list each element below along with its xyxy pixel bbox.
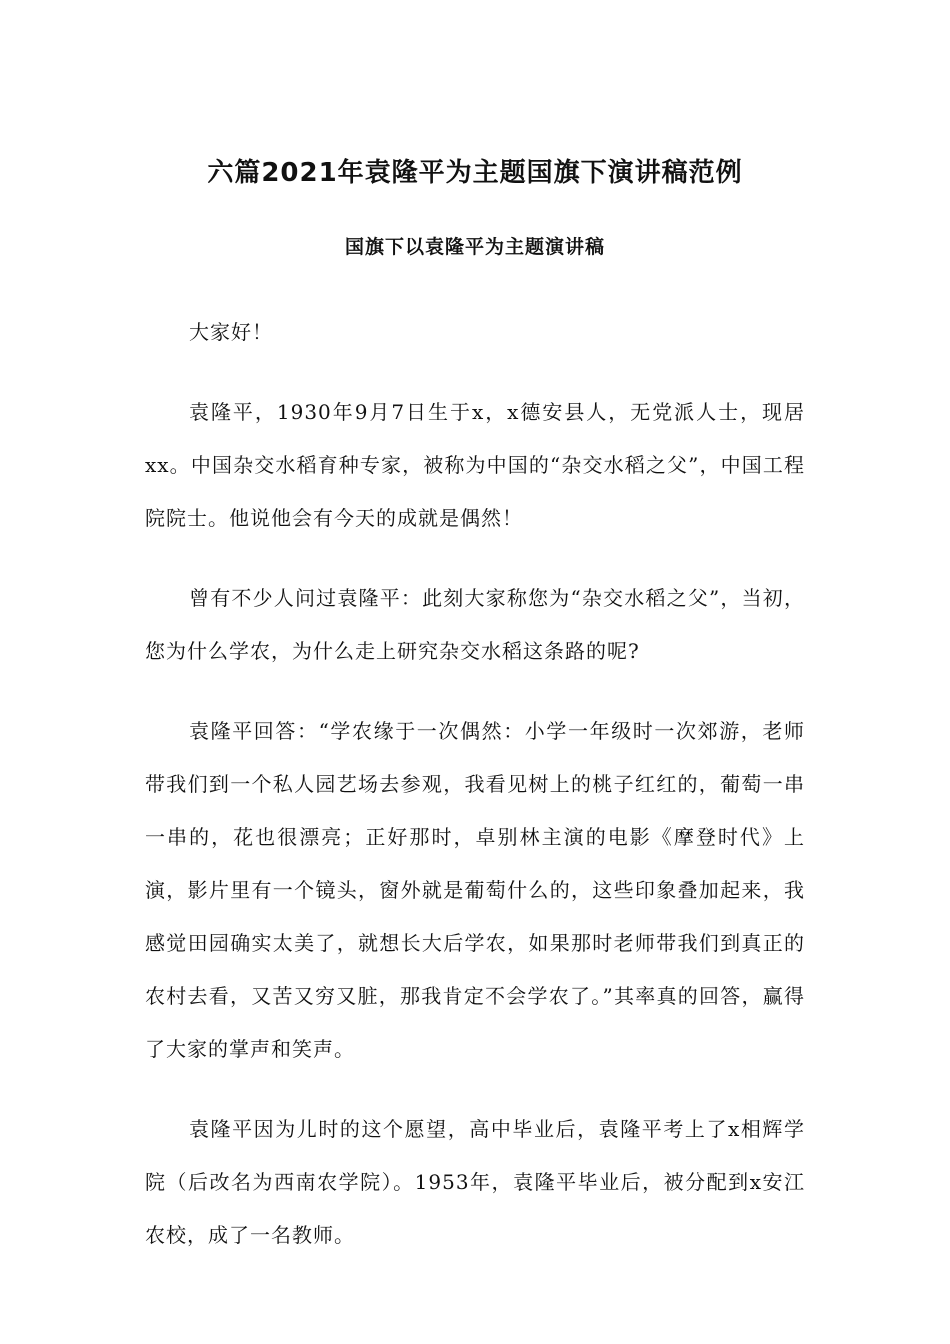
paragraph-introduction: 袁隆平，1930年9月7日生于x，x德安县人，无党派人士，现居xx。中国杂交水稻育种专家，被称为中国的“杂交水稻之父”，中国工程院院士。他说他会有今天的成就是偶然！ xyxy=(145,400,805,530)
paragraph-question: 曾有不少人问过袁隆平：此刻大家称您为“杂交水稻之父”，当初，您为什么学农，为什么走上研究杂交水稻这条路的呢? xyxy=(145,586,805,663)
paragraph-greeting: 大家好！ xyxy=(189,320,273,344)
paragraph-education: 袁隆平因为儿时的这个愿望，高中毕业后，袁隆平考上了x相辉学院（后改名为西南农学院）。1953年，袁隆平毕业后，被分配到x安江农校，成了一名教师。 xyxy=(145,1117,805,1247)
document-subtitle: 国旗下以袁隆平为主题演讲稿 xyxy=(344,236,605,258)
paragraph-answer: 袁隆平回答：“学农缘于一次偶然：小学一年级时一次郊游，老师带我们到一个私人园艺场去参观，我看见树上的桃子红红的，葡萄一串一串的，花也很漂亮；正好那时，卓别林主演的电影《摩登时代》上演，影片里有一个镜头，窗外就是葡萄什么的，这些印象叠加起来，我感觉田园确实太美了，就想长大后学农，如果那时老师带我们到真正的农村去看，又苦又穷又脏，那我肯定不会学农了。”其率真的回答，赢得了大家的掌声和笑声。 xyxy=(145,719,805,1061)
document-title: 六篇2021年袁隆平为主题国旗下演讲稿范例 xyxy=(207,158,743,188)
document-body xyxy=(145,306,805,1289)
